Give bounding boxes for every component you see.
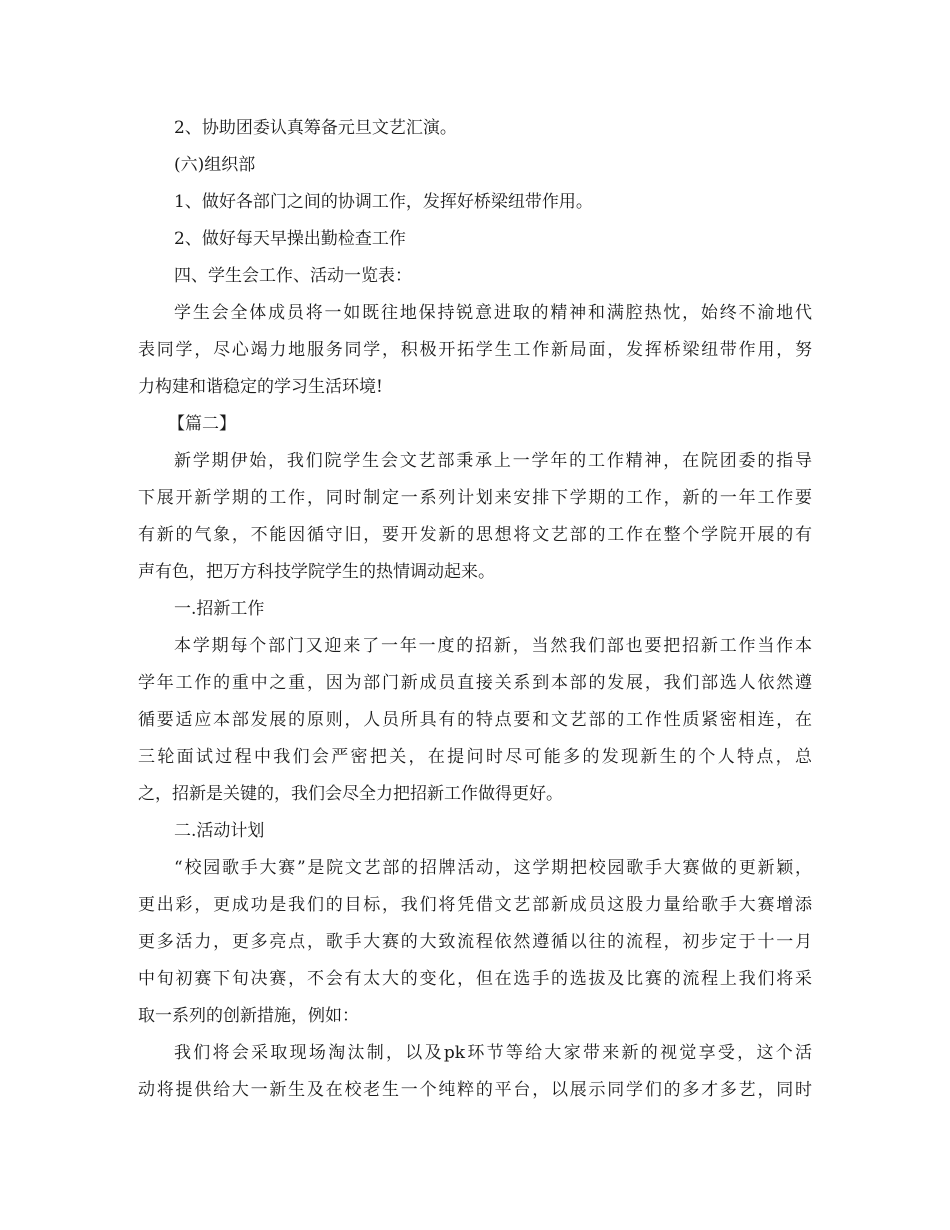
paragraph-line: 表同学，尽心竭力地服务同学，积极开拓学生工作新局面，发挥桥梁纽带作用，努 (138, 340, 812, 360)
text-line: 1、做好各部门之间的协调工作，发挥好桥梁纽带作用。 (174, 192, 593, 212)
paragraph-line: 下展开新学期的工作，同时制定一系列计划来安排下学期的工作，新的一年工作要 (138, 488, 812, 508)
document-page (138, 110, 812, 1109)
section-heading: 二.活动计划 (174, 821, 265, 841)
paragraph-line: 三轮面试过程中我们会严密把关，在提问时尽可能多的发现新生的个人特点，总 (138, 747, 812, 767)
paragraph-line: 新学期伊始，我们院学生会文艺部秉承上一学年的工作精神，在院团委的指导 (174, 451, 812, 471)
paragraph-line: “校园歌手大赛”是院文艺部的招牌活动，这学期把校园歌手大赛做的更新颖， (174, 858, 812, 878)
paragraph-line: 中旬初赛下旬决赛，不会有太大的变化，但在选手的选拔及比赛的流程上我们将采 (138, 969, 812, 989)
section-heading: (六)组织部 (174, 155, 256, 175)
paragraph-line: 学年工作的重中之重，因为部门新成员直接关系到本部的发展，我们部选人依然遵 (138, 673, 812, 693)
section-heading: 一.招新工作 (174, 599, 265, 619)
text-line: 2、做好每天早操出勤检查工作 (174, 229, 406, 249)
paragraph-line: 取一系列的创新措施，例如： (138, 1006, 359, 1026)
paragraph-line: 本学期每个部门又迎来了一年一度的招新，当然我们部也要把招新工作当作本 (174, 636, 812, 656)
paragraph-line: 有新的气象，不能因循守旧，要开发新的思想将文艺部的工作在整个学院开展的有 (138, 525, 812, 545)
section-heading: 四、学生会工作、活动一览表： (174, 266, 412, 286)
chapter-heading: 【篇二】 (168, 414, 236, 434)
paragraph-line: 学生会全体成员将一如既往地保持锐意进取的精神和满腔热忱，始终不渝地代 (174, 303, 812, 323)
paragraph-line: 循要适应本部发展的原则，人员所具有的特点要和文艺部的工作性质紧密相连，在 (138, 710, 812, 730)
paragraph-line: 动将提供给大一新生及在校老生一个纯粹的平台，以展示同学们的多才多艺，同时 (138, 1080, 812, 1100)
text-line: 2、协助团委认真筹备元旦文艺汇演。 (174, 118, 457, 138)
paragraph-line: 更多活力，更多亮点，歌手大赛的大致流程依然遵循以往的流程，初步定于十一月 (138, 932, 812, 952)
paragraph-line: 更出彩，更成功是我们的目标，我们将凭借文艺部新成员这股力量给歌手大赛增添 (138, 895, 812, 915)
paragraph-line: 之，招新是关键的，我们会尽全力把招新工作做得更好。 (138, 784, 563, 804)
paragraph-line: 力构建和谐稳定的学习生活环境! (138, 377, 383, 397)
paragraph-line: 声有色，把万方科技学院学生的热情调动起来。 (138, 562, 495, 582)
paragraph-line: 我们将会采取现场淘汰制，以及pk环节等给大家带来新的视觉享受，这个活 (174, 1043, 812, 1063)
